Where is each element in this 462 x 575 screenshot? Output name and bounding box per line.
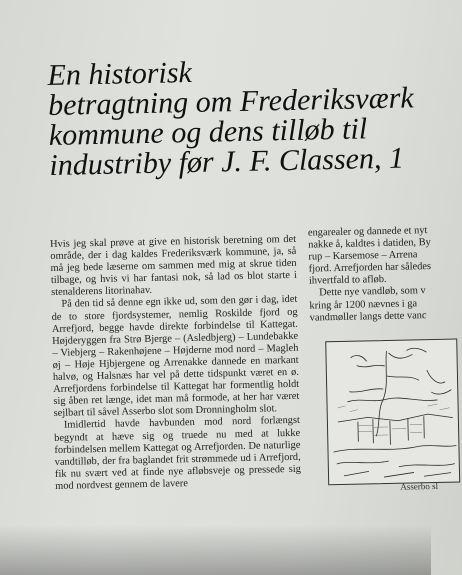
paragraph: Imidlertid havde havbunden mod nord forlængst begyndt at hæve sig og truede nu med at lukke forbindelsen mellem Kattegat og Arrefjorden. De naturlige vandtilløb, der fra baglandet frit strømmede ud i Arrefjord, fik nu svært ved at finde nye afløbsveje og pressede sig mod nordvest gennem de lavere: [54, 415, 302, 492]
sketch-drawing: [326, 340, 459, 485]
castle-sketch-illustration: [325, 338, 460, 485]
text-column-left: [50, 234, 301, 493]
title-line: betragtning om Frederiksværk: [47, 81, 414, 123]
text-line: rup – Karsemose – Arrena: [308, 249, 418, 263]
text-line: nakke å, kaldtes i datiden, By: [308, 237, 431, 251]
text-line: engarealer og dannede et nyt: [307, 225, 428, 239]
paragraph: Hvis jeg skal prøve at give en historisk beretning om det område, der i dag kaldes Frederiksværk kommune, ja, så må jeg bede læserne om sammen med mig at skrue tiden tilbage, og hvis vi har fantasi nok, så lad os blot starte i stenalderens litorinahav.: [50, 233, 297, 299]
article-title: [47, 53, 449, 181]
title-line: En historisk: [47, 56, 193, 93]
title-line: industriby før J. F. Classen, 1: [49, 141, 405, 182]
text-line: kring år 1200 nævnes i ga: [309, 297, 418, 312]
figure-caption: Asserbo sl: [400, 480, 439, 492]
paragraph: På den tid så denne egn ikke ud, som den gør i dag, idet de to store fjordsystemer, nemlig Roskilde fjord og Arrefjord, begge havde direkte forbindelse til Kattegat. Højderyggen fra Strø Bjerge – (Asledbjerg) – Lundebakke – Viebjerg – Rakenhøjene – Højderne mod nord – Magleh​øj – Høje Hjbjergene og Arrenakke dannede en markant halvø, og Halsnæs har vel på dette tidspunkt været en ø. Arrefjordens forbindelse til Kattegat har formentlig holdt sig åben ret længe, idet man må formode, at her har været sejlbart til såvel Asserbo slot som Dronningholm slot.: [51, 294, 300, 420]
text-line: Dette nye vandløb, som v: [319, 285, 426, 299]
text-line: vandmøller langs dette vanc: [309, 309, 427, 324]
title-line: kommune og dens tilløb til: [48, 112, 368, 153]
text-column-right: [308, 225, 450, 325]
text-line: ihvertfald to afløb.: [308, 274, 387, 287]
text-line: fjord. Arrefjorden har således: [308, 261, 432, 275]
page-shadow: [0, 525, 431, 575]
